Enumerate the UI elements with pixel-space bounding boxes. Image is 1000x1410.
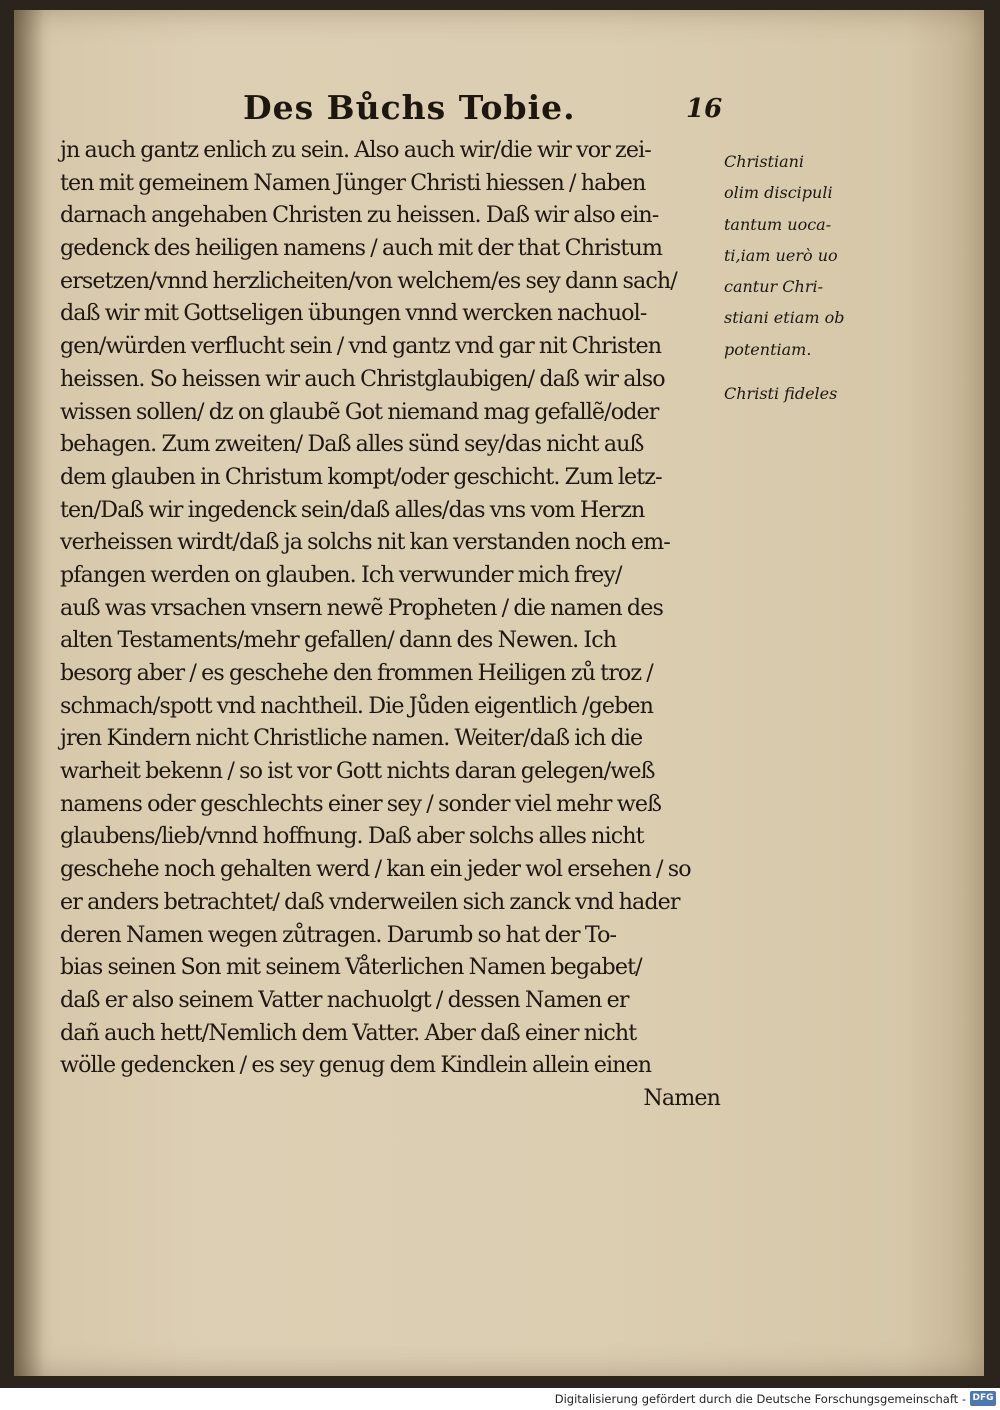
margin-note-line: Christi fideles — [724, 384, 838, 404]
text-line: daß wir mit Gottseligen übungen vnnd wercken nachuol- — [60, 300, 647, 327]
text-line: jren Kindern nicht Christliche namen. Weiter/daß ich die — [60, 725, 643, 752]
text-line: ersetzen/vnnd herzlicheiten/von welchem/es sey dann sach/ — [60, 267, 677, 294]
text-line: jn auch gantz enlich zu sein. Also auch wir/die wir vor zei- — [60, 137, 651, 163]
text-line: gedenck des heiligen namens / auch mit der that Christum — [60, 235, 662, 262]
margin-note-line: cantur Chri- — [724, 277, 823, 297]
text-line: darnach angehaben Christen zu heissen. Daß wir also ein- — [60, 202, 659, 229]
text-line: pfangen werden on glauben. Ich verwunder mich frey/ — [60, 561, 622, 588]
running-title: Des Bůchs Tobie. — [243, 88, 576, 127]
text-line: dem glauben in Christum kompt/oder geschicht. Zum letz- — [60, 463, 662, 490]
margin-note-line: stiani etiam ob — [724, 308, 845, 328]
text-line: daß er also seinem Vatter nachuolgt / dessen Namen er — [60, 986, 629, 1013]
text-line: ten mit gemeinem Namen Jünger Christi hiessen / haben — [60, 169, 646, 196]
margin-note-line: olim discipuli — [724, 183, 833, 203]
text-line: wölle gedencken / es sey genug dem Kindlein allein einen — [60, 1052, 652, 1079]
body-text — [60, 134, 720, 1115]
funding-credit: Digitalisierung gefördert durch die Deutsche Forschungsgemeinschaft - — [554, 1392, 966, 1406]
text-line: bias seinen Son mit seinem Våterlichen Namen begabet/ — [60, 954, 642, 981]
text-line: geschehe noch gehalten werd / kan ein jeder wol ersehen / so — [60, 856, 691, 883]
text-line: glaubens/lieb/vnnd hoffnung. Daß aber solchs alles nicht — [60, 823, 644, 850]
text-line: er anders betrachtet/ daß vnderweilen sich zanck vnd hader — [60, 888, 680, 915]
footer-bar — [0, 1388, 1000, 1410]
margin-notes — [724, 146, 879, 409]
text-line: gen/würden verflucht sein / vnd gantz vnd gar nit Christen — [60, 333, 662, 360]
text-line: auß was vrsachen vnsern newẽ Propheten / die namen des — [60, 594, 663, 621]
catchword: Namen — [643, 1084, 720, 1111]
page-number: 16 — [686, 94, 723, 124]
text-line: wissen sollen/ dz on glaubẽ Got niemand mag gefallẽ/oder — [60, 398, 659, 425]
text-line: verheissen wirdt/daß ja solchs nit kan verstanden noch em- — [60, 529, 670, 556]
margin-note-line: Christiani — [724, 152, 805, 171]
text-line: warheit bekenn / so ist vor Gott nichts daran gelegen/weß — [60, 758, 655, 785]
text-line: namens oder geschlechts einer sey / sonder viel mehr weß — [60, 790, 662, 817]
margin-note-line: tantum uoca- — [724, 214, 832, 234]
text-line: deren Namen wegen zůtragen. Darumb so hat der To- — [60, 921, 617, 948]
dfg-logo: DFG — [970, 1391, 996, 1406]
text-line: alten Testaments/mehr gefallen/ dann des Newen. Ich — [60, 627, 617, 654]
text-line: ten/Daß wir ingedenck sein/daß alles/das vns vom Herzn — [60, 496, 645, 523]
text-line: schmach/spott vnd nachtheil. Die Jůden eigentlich /geben — [60, 692, 654, 719]
margin-note-line: ti,iam uerò uo — [724, 245, 838, 265]
text-line: besorg aber / es geschehe den frommen Heiligen zů troz / — [60, 660, 653, 686]
text-line: behagen. Zum zweiten/ Daß alles sünd sey/das nicht auß — [60, 431, 644, 458]
text-line: dañ auch hett/Nemlich dem Vatter. Aber daß einer nicht — [60, 1019, 637, 1046]
text-line: heissen. So heissen wir auch Christglaubigen/ daß wir also — [60, 365, 665, 392]
gutter-shadow — [14, 10, 44, 1376]
running-head — [0, 88, 1000, 138]
margin-note-line: potentiam. — [724, 339, 812, 359]
